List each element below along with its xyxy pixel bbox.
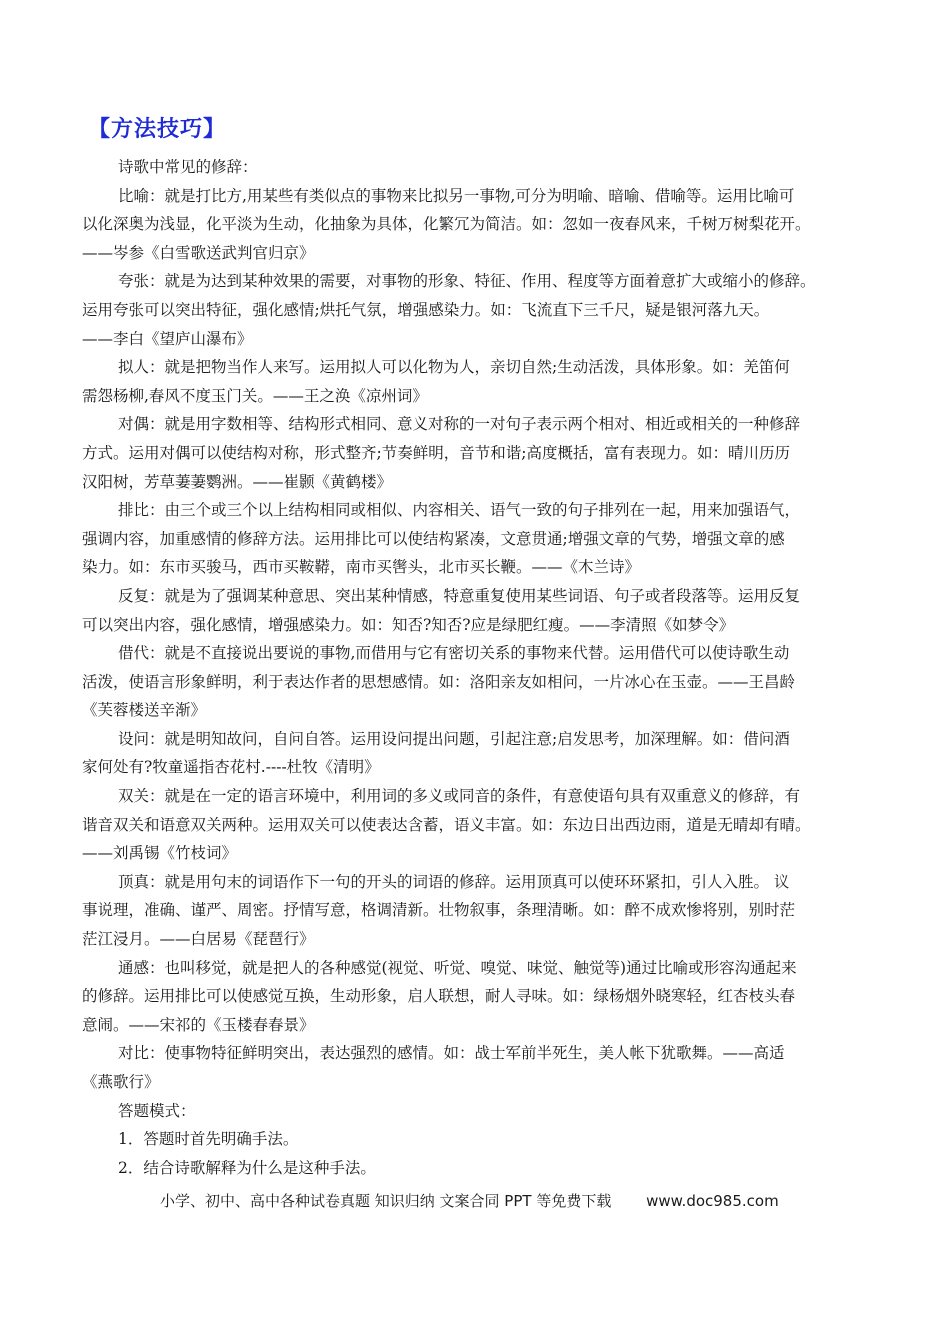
text-line: ——岑参《白雪歌送武判官归京》	[82, 243, 315, 262]
text-line: 强调内容，加重感情的修辞方法。运用排比可以使结构紧凑，文意贯通;增强文章的气势，增强文章的感	[82, 529, 785, 548]
text-line: 意闹。——宋祁的《玉楼春春景》	[82, 1015, 315, 1034]
text-line: 需怨杨柳,春风不度玉门关。——王之涣《凉州词》	[82, 386, 428, 405]
text-line: 对比：使事物特征鲜明突出，表达强烈的感情。如：战士军前半死生，美人帐下犹歌舞。——高适	[118, 1044, 785, 1063]
text-line: 茫江浸月。——白居易《琵琶行》	[82, 930, 315, 949]
text-line: 排比：由三个或三个以上结构相同或相似、内容相关、语气一致的句子排列在一起，用来加强语气，	[118, 501, 801, 520]
text-line: 诗歌中常见的修辞：	[118, 158, 258, 176]
text-line: 答题模式：	[118, 1101, 196, 1120]
text-line: 谐音双关和语意双关两种。运用双关可以使表达含蓄，语义丰富。如：东边日出西边雨，道是无晴却有晴。	[82, 815, 811, 834]
text-line: 方式。运用对偶可以使结构对称，形式整齐;节奏鲜明，音节和谐;高度概括，富有表现力。如：晴川历历	[82, 443, 790, 462]
text-line: 《芙蓉楼送辛渐》	[82, 701, 207, 720]
text-line: 运用夸张可以突出特征，强化感情;烘托气氛，增强感染力。如：飞流直下三千尺，疑是银河落九天。	[82, 300, 770, 319]
footer-url[interactable]: www.doc985.com	[646, 1192, 779, 1210]
text-line: 反复：就是为了强调某种意思、突出某种情感，特意重复使用某些词语、句子或者段落等。运用反复	[118, 586, 801, 605]
text-line: 事说理，准确、谨严、周密。抒情写意，格调清新。壮物叙事，条理清晰。如：醉不成欢惨将别，别时茫	[82, 901, 796, 920]
text-lines	[82, 153, 872, 1182]
text-line: 比喻：就是打比方,用某些有类似点的事物来比拟另一事物,可分为明喻、暗喻、借喻等。运用比喻可	[118, 186, 795, 205]
text-line: 汉阳树，芳草萋萋鹦洲。——崔颢《黄鹤楼》	[82, 472, 393, 491]
footer-text: 小学、初中、高中各种试卷真题 知识归纳 文案合同 PPT 等免费下载	[160, 1192, 612, 1210]
text-line: 借代：就是不直接说出要说的事物,而借用与它有密切关系的事物来代替。运用借代可以使诗歌生动	[118, 644, 790, 663]
text-line: 1．答题时首先明确手法。	[118, 1130, 299, 1149]
text-line: 的修辞。运用排比可以使感觉互换，生动形象，启人联想，耐人寻味。如：绿杨烟外晓寒轻，红杏枝头春	[82, 987, 796, 1006]
page-footer	[160, 1190, 860, 1211]
text-line: 顶真：就是用句末的词语作下一句的开头的词语的修辞。运用顶真可以使环环紧扣，引人入胜。 议	[118, 872, 790, 891]
text-line: 双关：就是在一定的语言环境中，利用词的多义或同音的条件，有意使语句具有双重意义的修辞，有	[118, 787, 801, 806]
text-line: 《燕歌行》	[82, 1073, 160, 1091]
text-line: 通感：也叫移觉，就是把人的各种感觉(视觉、听觉、嗅觉、味觉、触觉等)通过比喻或形容沟通起来	[118, 958, 797, 977]
text-line: 2．结合诗歌解释为什么是这种手法。	[118, 1158, 376, 1177]
text-line: 夸张：就是为达到某种效果的需要，对事物的形象、特征、作用、程度等方面着意扩大或缩小的修辞。	[118, 272, 816, 291]
text-line: ——李白《望庐山瀑布》	[82, 329, 253, 348]
text-line: 活泼，使语言形象鲜明，利于表达作者的思想感情。如：洛阳亲友如相问，一片冰心在玉壶。——王昌龄	[82, 672, 796, 691]
text-line: 设问：就是明知故问，自问自答。运用设问提出问题，引起注意;启发思考，加深理解。如：借问酒	[118, 729, 790, 748]
section-heading: 【方法技巧】	[88, 117, 227, 142]
text-line: 染力。如：东市买骏马，西市买鞍鞯，南市买辔头，北市买长鞭。——《木兰诗》	[82, 558, 641, 577]
document-body	[82, 112, 872, 1182]
text-line: 可以突出内容，强化感情，增强感染力。如：知否?知否?应是绿肥红瘦。——李清照《如梦令》	[82, 615, 735, 634]
text-line: 家何处有?牧童遥指杏花村.----杜牧《清明》	[82, 758, 380, 777]
text-line: 拟人：就是把物当作人来写。运用拟人可以化物为人，亲切自然;生动活泼，具体形象。如：羌笛何	[118, 358, 790, 377]
text-line: 对偶：就是用字数相等、结构形式相同、意义对称的一对句子表示两个相对、相近或相关的一种修辞	[118, 415, 801, 434]
text-line: 以化深奥为浅显，化平淡为生动，化抽象为具体，化繁冗为简洁。如：忽如一夜春风来，千树万树梨花开。	[82, 215, 811, 234]
text-line: ——刘禹锡《竹枝词》	[82, 844, 238, 863]
